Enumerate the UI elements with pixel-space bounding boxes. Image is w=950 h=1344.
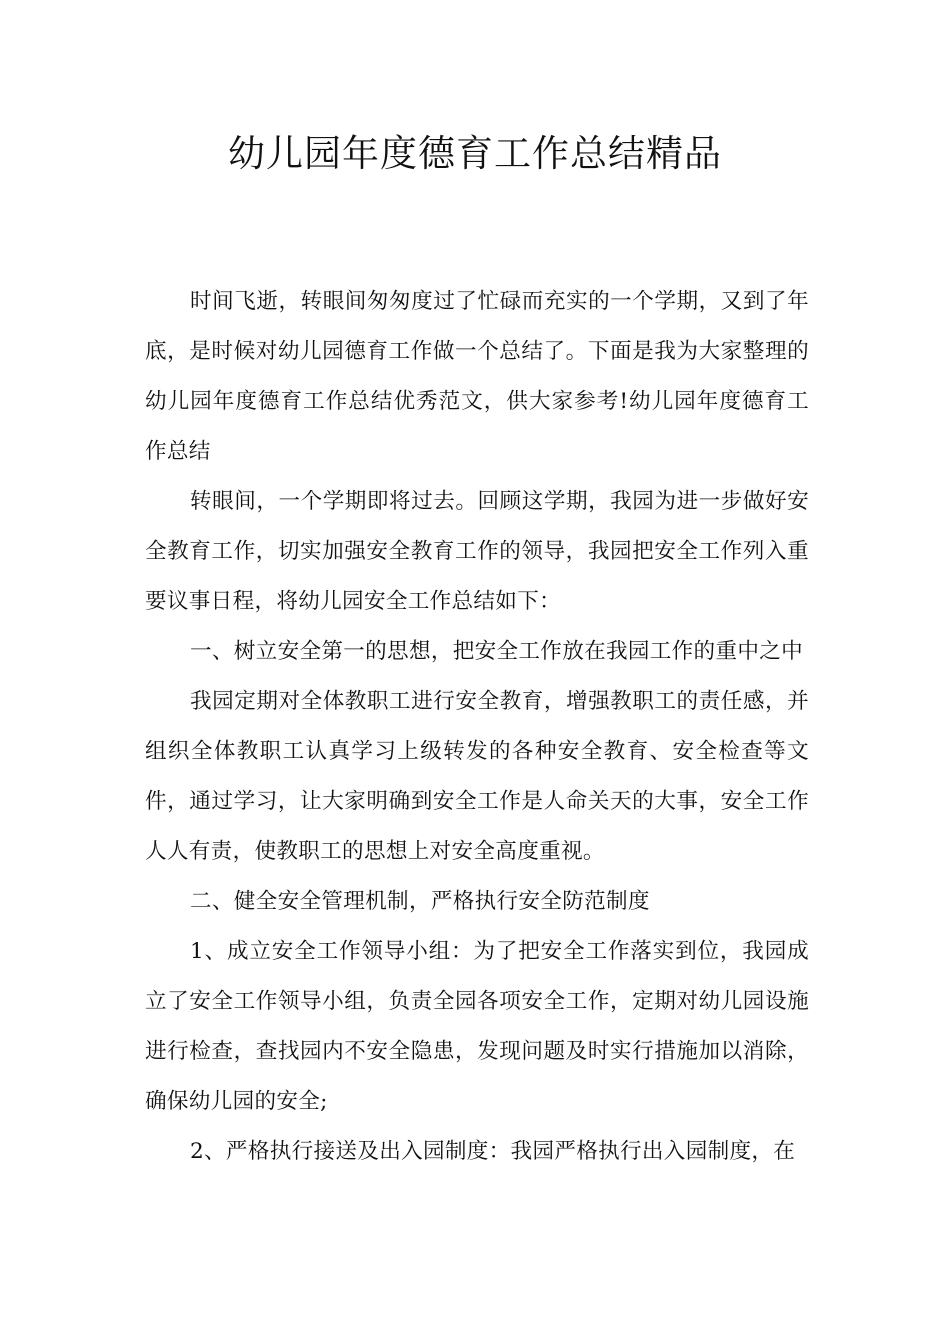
paragraph-intro: 时间飞逝，转眼间匆匆度过了忙碌而充实的一个学期，又到了年底，是时候对幼儿园德育工作做一个总结了。下面是我为大家整理的幼儿园年度德育工作总结优秀范文，供大家参考!幼儿园年度德育工作总结 — [145, 289, 809, 464]
paragraph-overview: 转眼间，一个学期即将过去。回顾这学期，我园为进一步做好安全教育工作，切实加强安全教育工作的领导，我园把安全工作列入重要议事日程，将幼儿园安全工作总结如下： — [145, 489, 809, 614]
paragraph-entry-exit-rules: 2、严格执行接送及出入园制度：我园严格执行出入园制度，在 — [190, 1139, 796, 1164]
paragraph-safety-education: 我园定期对全体教职工进行安全教育，增强教职工的责任感，并组织全体教职工认真学习上级转发的各种安全教育、安全检查等文件，通过学习，让大家明确到安全工作是人命关天的大事，安全工作人人有责，使教职工的思想上对安全高度重视。 — [145, 689, 809, 864]
section-heading-2: 二、健全安全管理机制，严格执行安全防范制度 — [190, 889, 650, 914]
document-title: 幼儿园年度德育工作总结精品 — [228, 132, 722, 175]
section-heading-1: 一、树立安全第一的思想，把安全工作放在我园工作的重中之中 — [190, 639, 804, 664]
document-body — [145, 277, 809, 1177]
paragraph-leadership-group: 1、成立安全工作领导小组：为了把安全工作落实到位，我园成立了安全工作领导小组，负责全园各项安全工作，定期对幼儿园设施进行检查，查找园内不安全隐患，发现问题及时实行措施加以消除，确保幼儿园的安全; — [145, 939, 809, 1114]
